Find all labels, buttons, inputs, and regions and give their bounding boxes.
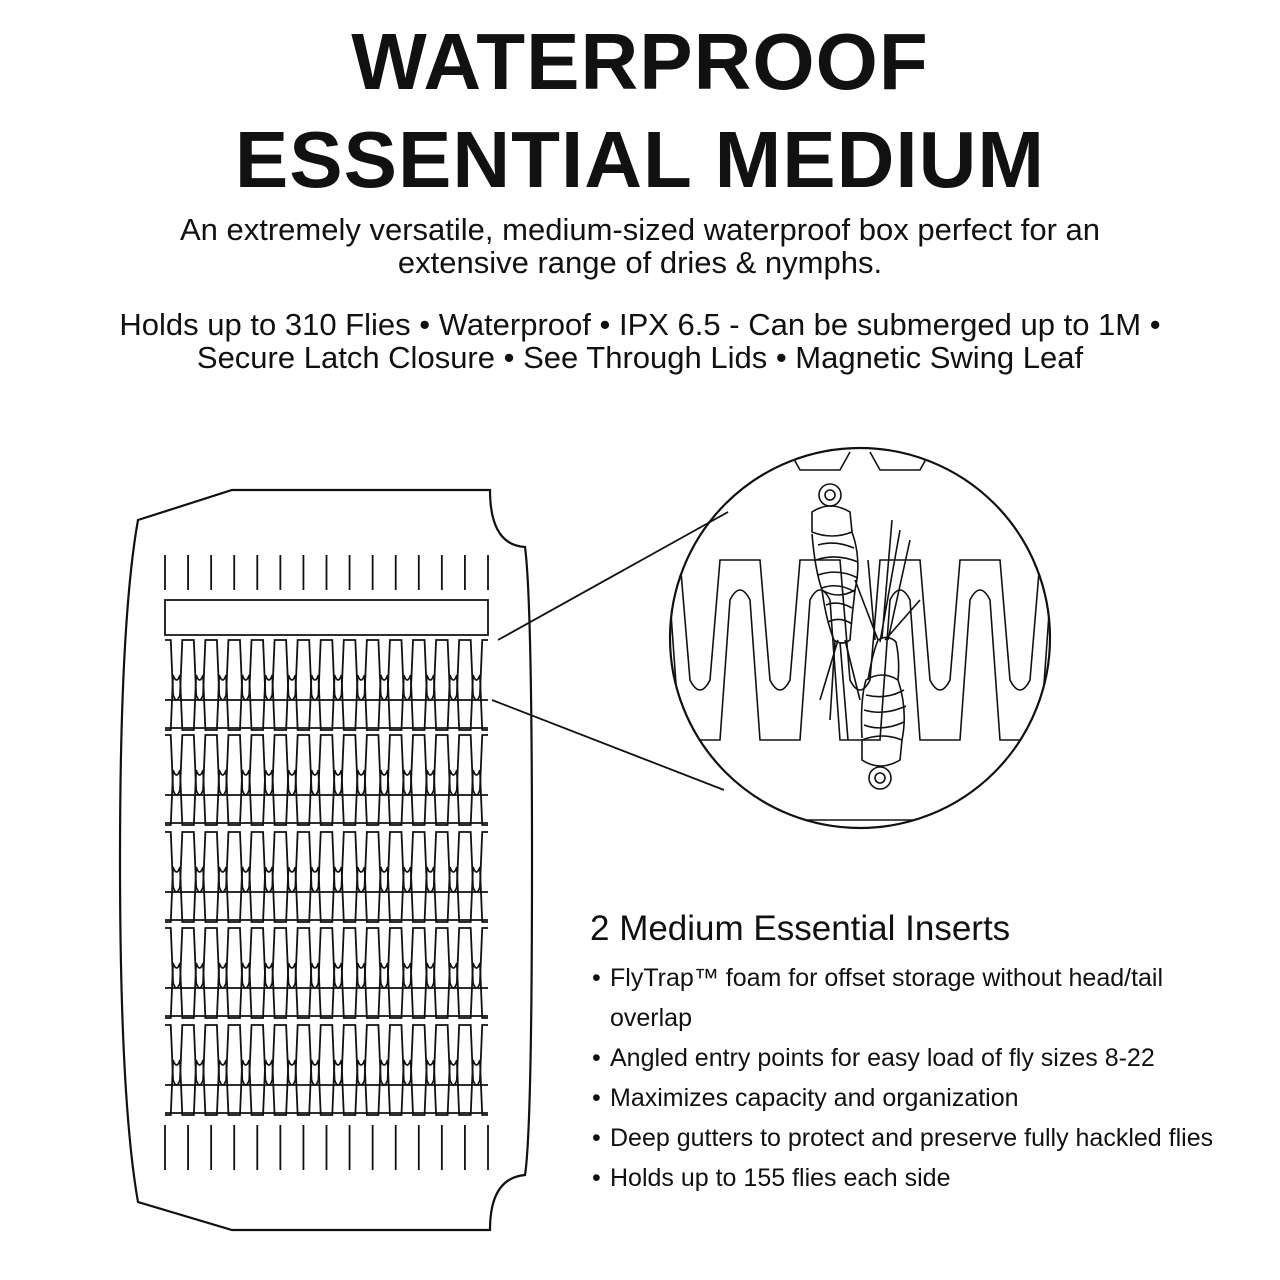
foam-gutter — [165, 1085, 488, 1113]
zoom-line-bottom — [492, 700, 724, 790]
bullet-item: • Deep gutters to protect and preserve fully hackled flies — [590, 1118, 1250, 1158]
inserts-bullet-list — [590, 958, 1250, 1198]
magnifier-circle — [640, 448, 1100, 828]
description-line-2: extensive range of dries & nymphs. — [397, 245, 883, 280]
page-title-line-1: WATERPROOF — [351, 17, 929, 106]
foam-slot-rows — [165, 555, 488, 1170]
foam-slot-row — [165, 770, 488, 825]
foam-gutter — [165, 988, 488, 1016]
inserts-section — [590, 908, 1250, 1198]
foam-slot-row — [165, 928, 488, 988]
foam-slot-row — [165, 1060, 488, 1115]
foam-gutter — [165, 795, 488, 823]
bullet-item: • Maximizes capacity and organization — [590, 1078, 1250, 1118]
foam-slot-row — [165, 963, 488, 1018]
foam-slot-top — [165, 555, 488, 590]
features-line-1: Holds up to 310 Flies • Waterproof • IPX 6.5 - Can be submerged up to 1M • — [119, 307, 1161, 342]
foam-slot-row — [165, 735, 488, 795]
foam-slot-bottom — [165, 1125, 488, 1170]
foam-gutter — [165, 700, 488, 728]
inserts-heading: 2 Medium Essential Inserts — [590, 909, 1011, 948]
magnified-foam-slot — [660, 560, 1060, 690]
page-title-line-2: ESSENTIAL MEDIUM — [234, 115, 1046, 204]
foam-slot-row — [165, 867, 488, 922]
bullet-item: • FlyTrap™ foam for offset storage without head/tail overlap — [590, 958, 1250, 1038]
foam-slot-row — [165, 832, 488, 892]
foam-ridge — [165, 600, 488, 635]
foam-slot-row — [165, 640, 488, 700]
description-line-1: An extremely versatile, medium-sized waterproof box perfect for an — [179, 212, 1101, 247]
foam-slot-row — [165, 675, 488, 730]
bullet-item: • Angled entry points for easy load of fly sizes 8-22 — [590, 1038, 1250, 1078]
foam-slot-row — [165, 1025, 488, 1085]
nymph-fly-icon — [812, 484, 860, 740]
bullet-item: • Holds up to 155 flies each side — [590, 1158, 1250, 1198]
foam-gutter — [165, 892, 488, 920]
features-line-2: Secure Latch Closure • See Through Lids • Magnetic Swing Leaf — [196, 340, 1084, 375]
zoom-line-top — [498, 512, 728, 640]
magnified-foam-slot — [660, 452, 1060, 470]
